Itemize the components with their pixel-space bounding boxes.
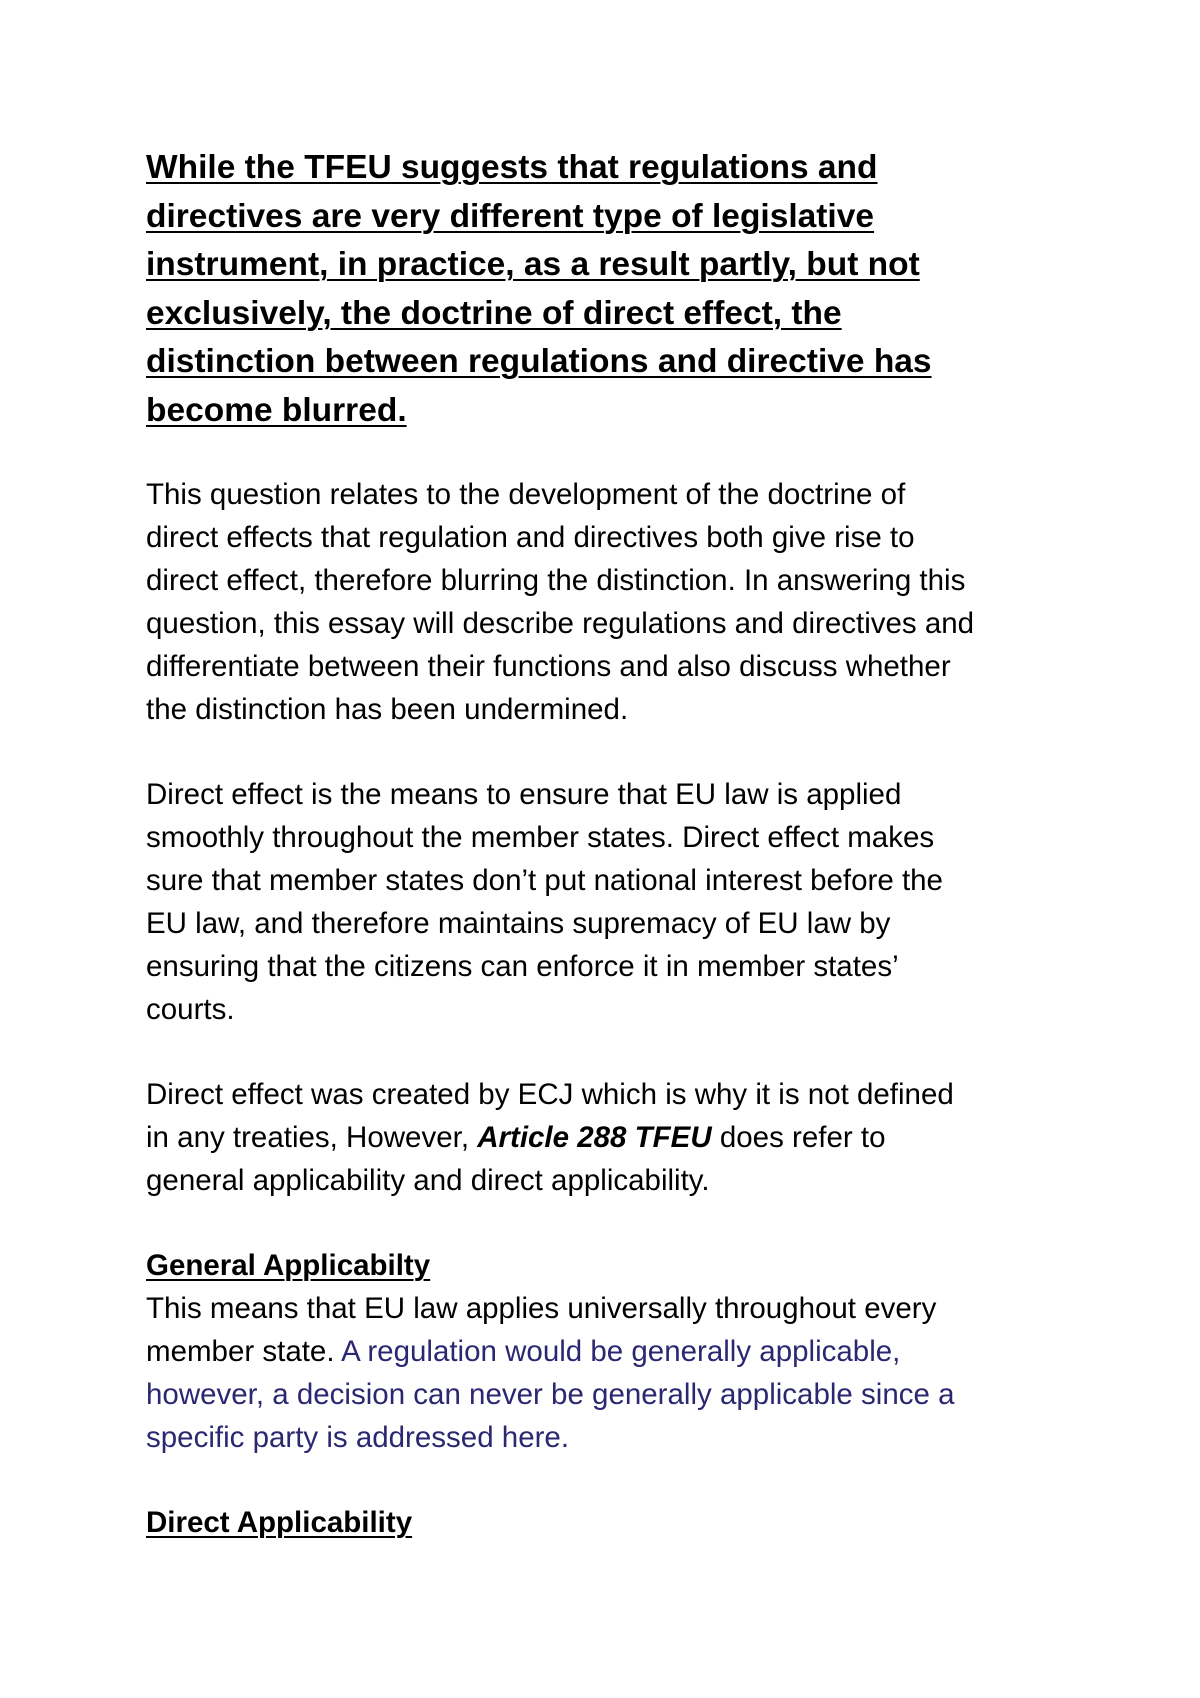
general-applicability-heading: General Applicabilty [146, 1249, 431, 1282]
article-288-reference: Article 288 TFEU [477, 1121, 712, 1154]
document-page [146, 144, 1086, 1544]
general-applicability-plain: This means that EU law applies universally throughout every member state. [146, 1292, 937, 1368]
general-applicability-text [146, 1287, 1086, 1459]
general-applicability-highlight: A regulation would be generally applicable, however, a decision can never be generally applicable since a specific party is addressed here. [146, 1335, 955, 1454]
direct-effect-origin-paragraph [146, 1073, 1086, 1202]
origin-text-before: Direct effect was created by ECJ which is why it is not defined in any treaties, However, [146, 1078, 954, 1154]
essay-title: While the TFEU suggests that regulations and directives are very different type of legislative instrument, in practice, as a result partly, but not exclusively, the doctrine of direct effect, the distinction between regulations and directive has become blurred. [146, 149, 932, 429]
general-applicability-section [146, 1244, 1086, 1459]
intro-paragraph: This question relates to the development of the doctrine of direct effects that regulation and directives both give rise to direct effect, therefore blurring the distinction. In answering this question, this essay will describe regulations and directives and differentiate between their functions and also discuss whether the distinction has been undermined. [146, 478, 975, 726]
direct-effect-definition-paragraph: Direct effect is the means to ensure that EU law is applied smoothly throughout the member states. Direct effect makes sure that member states don’t put national interest before the EU law, and therefore maintains supremacy of EU law by ensuring that the citizens can enforce it in member states’ courts. [146, 778, 943, 1026]
origin-text-after: does refer to general applicability and direct applicability. [146, 1121, 886, 1197]
direct-applicability-heading: Direct Applicability [146, 1506, 413, 1539]
